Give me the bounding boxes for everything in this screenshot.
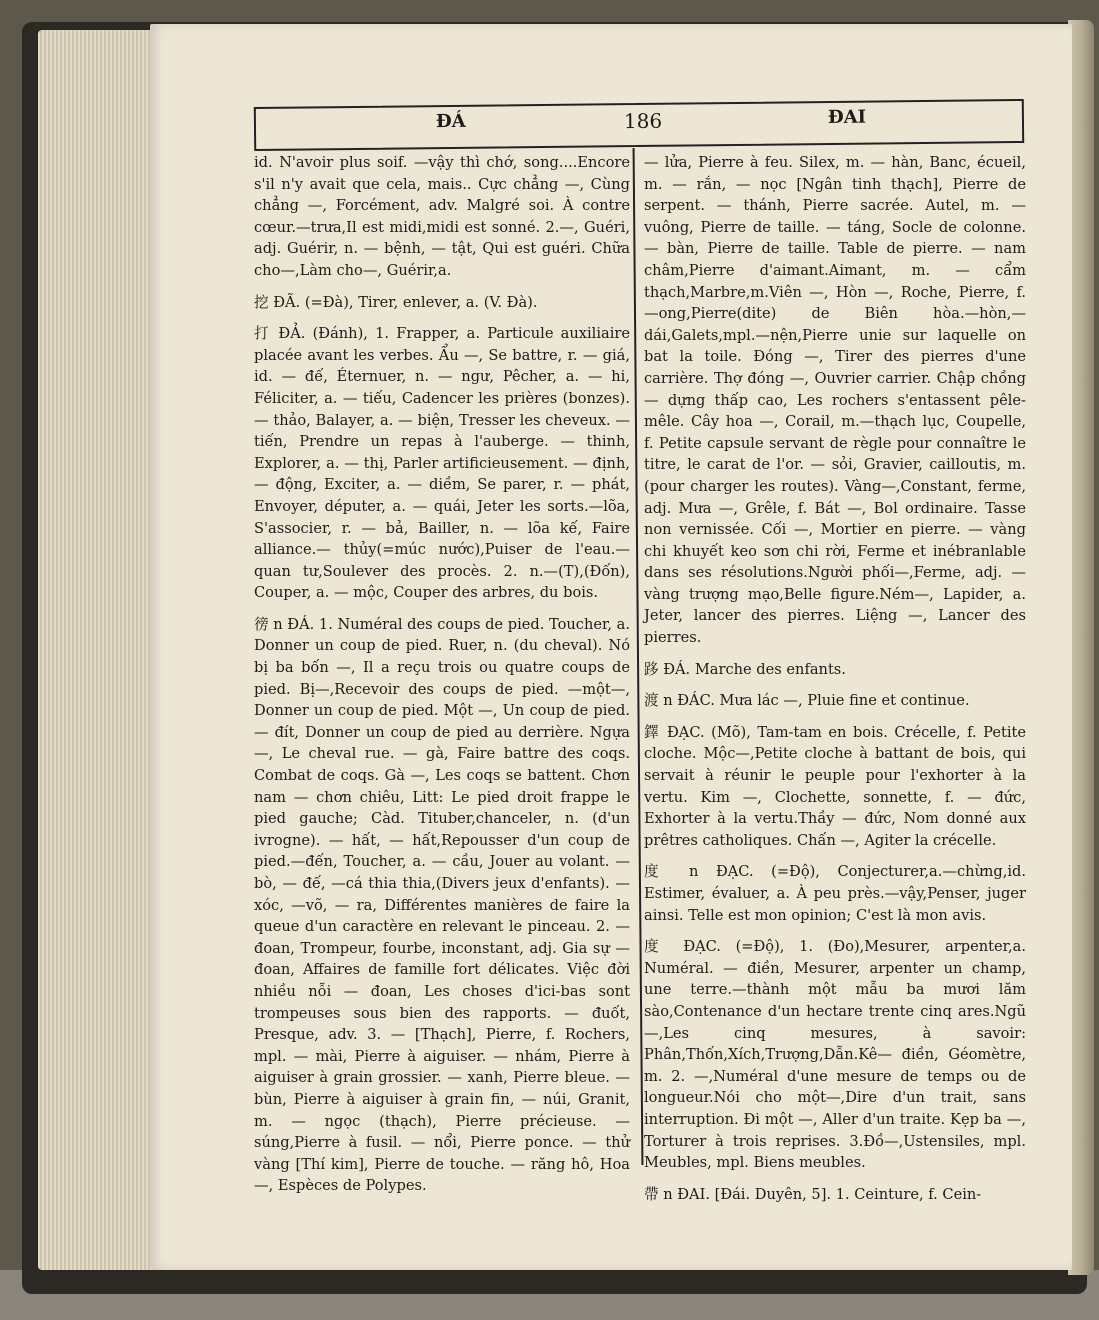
running-header (254, 99, 1024, 151)
page-number: 186 (623, 108, 663, 134)
entry-n-dai: 帶 n ĐAI. [Đái. Duyên, 5]. 1. Ceinture, f. Cein- (644, 1185, 982, 1203)
entry-dac-do: 度 ĐẠC. (=Độ), 1. (Đo),Mesurer, arpenter,a. Numéral. — điền, Mesurer, arpenter un champ, une terre.—thành một mẫu ba mươi lăm sào,Contenance d'un hectare trente cinq ares.Ngũ—,Les cinq mesures, à savoir: Phân,Thốn,Xích,Trượng,Dẫn.Kê— điền, Géomètre, m. 2. —,Numéral d'une mesure de temps ou de longueur.Nói cho một—,Dire d'un trait, sans interruption. Đi một —, Aller d'un traite. Kẹp ba —, Torturer à trois reprises. 3.Đồ—,Ustensiles, mpl. Meubles, mpl. Biens meubles. (644, 938, 1026, 1172)
header-left-word: ĐÁ (435, 110, 466, 133)
entry-da-tilde: 挖 ĐÃ. (=Đà), Tirer, enlever, a. (V. Đà). (254, 293, 538, 311)
page-edges (38, 30, 156, 1270)
entry-da-marche: 跢 ĐÁ. Marche des enfants. (644, 660, 846, 678)
entry-n-dac: 渡 n ĐÁC. Mưa lác —, Pluie fine et continue. (644, 692, 970, 710)
entry-dac-mo: 鐸 ĐẠC. (Mõ), Tam-tam en bois. Crécelle, f. Petite cloche. Mộc—,Petite cloche à battant de bois, qui servait à réunir le peuple pour l'exhorter à la vertu. Kim —, Clochette, sonnette, f. — đức, Exhorter à la vertu.Thầy — đức, Nom donné aux prêtres catholiques. Chấn —, Agiter la crécelle. (644, 723, 1026, 849)
entry-continuation-right: — lửa, Pierre à feu. Silex, m. — hàn, Banc, écueil, m. — rắn, — nọc [Ngân tinh thạch], Pierre de serpent. — thánh, Pierre sacrée. Autel, m. — vuông, Pierre de taille. — táng, Socle de colonne. — bàn, Pierre de taille. Table de pierre. — nam châm,Pierre d'aimant.Aimant, m. — cẩm thạch,Marbre,m.Viên —, Hòn —, Roche, Pierre, f. —ong,Pierre(dite) de Biên hòa.—hòn,—dái,Galets,mpl.—nện,Pierre unie sur laquelle on bat la toile. Đóng —, Tirer des pierres d'une carrière. Thợ đóng —, Ouvrier carrier. Chập chồng — dựng thấp cao, Les rochers s'entassent pêle-mêle. Cây hoa —, Corail, m.—thạch lục, Coupelle, f. Petite capsule servant de règle pour connaître le titre, le carat de l'or. — sỏi, Gravier, cailloutis, m.(pour charger les routes). Vàng—,Constant, ferme, adj. Mưa —, Grêle, f. Bát —, Bol ordinaire. Tasse non vernissée. Cối —, Mortier en pierre. — vàng chi khuyết keo sơn chi rời, Ferme et inébranlable dans ses résolutions.Người phối—,Ferme, adj. — vàng trượng mạo,Belle figure.Ném—, Lapider, a. Jeter, lancer des pierres. Liệng —, Lancer des pierres. (644, 154, 1026, 647)
header-right-word: ĐAI (827, 106, 867, 129)
entry-n-dac-do: 度 n ĐẠC. (=Độ), Conjecturer,a.—chừng,id. Estimer, évaluer, a. À peu près.—vậy,Penser, juger ainsi. Telle est mon opinion; C'est là mon avis. (644, 863, 1026, 924)
entry-n-da-acute: 徬 n ĐÁ. 1. Numéral des coups de pied. Toucher, a. Donner un coup de pied. Ruer, n. (du cheval). Nó bị ba bốn —, Il a reçu trois ou quatre coups de pied. Bị—,Recevoir des coups de pied. —một—, Donner un coup de pied. Một —, Un coup de pied. — đít, Donner un coup de pied au derrière. Ngựa —, Le cheval rue. — gà, Faire battre des coqs. Combat de coqs. Gà —, Les coqs se battent. Chơn nam — chơn chiêu, Litt: Le pied droit frappe le pied gauche; Càd. Tituber,chanceler, n. (d'un ivrogne). — hất, — hất,Repousser d'un coup de pied.—đến, Toucher, a. — cầu, Jouer au volant. — bò, — đế, —cá thia thia,(Divers jeux d'enfants). —xóc, —võ, — ra, Différentes manières de faire la queue d'un caractère en relevant le pinceau. 2. — đoan, Trompeur, fourbe, inconstant, adj. Gia sự — đoan, Affaires de famille fort délicates. Việc đời nhiều nỗi — đoan, Les choses d'ici-bas sont trompeuses sous bien des rapports. — đuốt, Presque, adv. 3. — [Thạch], Pierre, f. Rochers, mpl. — mài, Pierre à aiguiser. — nhám, Pierre à aiguiser à grain grossier. — xanh, Pierre bleue. — bùn, Pierre à aiguiser à grain fin, — núi, Granit, m. — ngọc (thạch), Pierre précieuse. — súng,Pierre à fusil. — nổi, Pierre ponce. — thử vàng [Thí kim], Pierre de touche. — răng hô, Hoa —, Espèces de Polypes. (254, 615, 630, 1195)
entry-da-hook: 打 ĐẢ. (Đánh), 1. Frapper, a. Particule auxiliaire placée avant les verbes. Ẩu —, Se battre, r. — giá, id. — đế, Éternuer, n. — ngư, Pêcher, a. — hi, Féliciter, a. — tiếu, Cadencer les prières (bonzes). — thảo, Balayer, a. — biện, Tresser les cheveux. — tiến, Prendre un repas à l'auberge. — thinh, Explorer, a. — thị, Parler artificieusement. — định, — động, Exciter, a. — diềm, Se parer, r. — phát, Envoyer, députer, a. — quái, Jeter les sorts.—lõa, S'associer, r. — bả, Bailler, n. — lõa kế, Faire alliance.— thủy(=múc nước),Puiser de l'eau.— quan tư,Soulever des procès. 2. n.—(T),(Đốn), Couper, a. — mộc, Couper des arbres, du bois. (254, 325, 630, 602)
left-column (254, 152, 630, 1197)
entry-continuation: id. N'avoir plus soif. —vậy thì chớ, song....Encore s'il n'y avait que cela, mais.. Cực chẳng —, Cùng chẳng —, Forcément, adv. Malgré soi. À contre cœur.—trưa,Il est midi,midi est sonné. 2.—, Guéri, adj. Guérir, n. — bệnh, — tật, Qui est guéri. Chữa cho—,Làm cho—, Guérir,a. (254, 154, 630, 279)
right-column (644, 152, 1026, 1205)
